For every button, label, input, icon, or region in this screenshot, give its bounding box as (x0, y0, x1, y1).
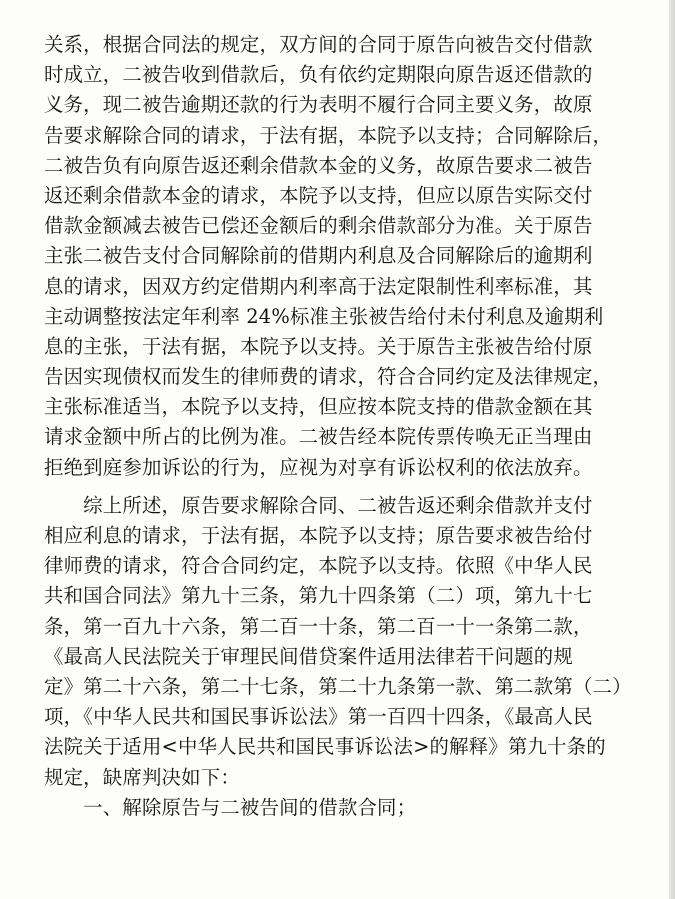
text-line: 请求金额中所占的比例为准。二被告经本院传票传唤无正当理由 (44, 425, 593, 449)
text-line: 主张标准适当，本院予以支持，但应按本院支持的借款金额在其 (44, 395, 593, 419)
text-line: 主张二被告支付合同解除前的借期内利息及合同解除后的逾期利 (44, 244, 593, 268)
text-line: 主动调整按法定年利率 24%标准主张被告给付未付利息及逾期利 (44, 304, 604, 328)
text-line: 关系，根据合同法的规定，双方间的合同于原告向被告交付借款 (44, 33, 593, 56)
text-line: 告要求解除合同的请求，于法有据，本院予以支持；合同解除后， (44, 123, 613, 147)
text-line: 项，《中华人民共和国民事诉讼法》第一百四十四条，《最高人民 (44, 705, 593, 729)
text-line: 拒绝到庭参加诉讼的行为，应视为对享有诉讼权利的依法放弃。 (44, 455, 593, 479)
judgment-item: 一、解除原告与二被告间的借款合同； (44, 795, 417, 819)
text-line: 借款金额减去被告已偿还金额后的剩余借款部分为准。关于原告 (44, 214, 593, 238)
text-line: 《最高人民法院关于审理民间借贷案件适用法律若干问题的规 (44, 644, 573, 668)
text-line: 时成立，二被告收到借款后，负有依约定期限向原告返还借款的 (44, 63, 593, 87)
text-line: 义务，现二被告逾期还款的行为表明不履行合同主要义务，故原 (44, 93, 593, 117)
text-line: 息的请求，因双方约定借期内利率高于法定限制性利率标准，其 (44, 274, 593, 298)
text-line: 条，第一百九十六条，第二百一十条，第二百一十一条第二款， (44, 614, 593, 638)
text-line: 规定，缺席判决如下： (44, 765, 240, 789)
scan-edge (669, 0, 675, 899)
text-line: 二被告负有向原告返还剩余借款本金的义务，故原告要求二被告 (44, 153, 593, 177)
text-line: 返还剩余借款本金的请求，本院予以支持，但应以原告实际交付 (44, 183, 593, 207)
text-line: 告因实现债权而发生的律师费的请求，符合合同约定及法律规定， (44, 365, 613, 389)
text-line: 相应利息的请求，于法有据，本院予以支持；原告要求被告给付 (44, 524, 593, 547)
judgment-text (44, 30, 632, 823)
paragraph-start-line: 综上所述，原告要求解除合同、二被告返还剩余借款并支付 (44, 493, 593, 517)
text-line: 律师费的请求，符合合同约定，本院予以支持。依照《中华人民 (44, 554, 593, 578)
text-line: 共和国合同法》第九十三条，第九十四条第（二）项，第九十七 (44, 584, 593, 608)
text-line: 息的主张，于法有据，本院予以支持。关于原告主张被告给付原 (44, 334, 593, 358)
text-line: 法院关于适用<中华人民共和国民事诉讼法>的解释》第九十条的 (44, 735, 606, 759)
text-line: 定》第二十六条，第二十七条，第二十九条第一款、第二款第（二） (44, 674, 632, 698)
